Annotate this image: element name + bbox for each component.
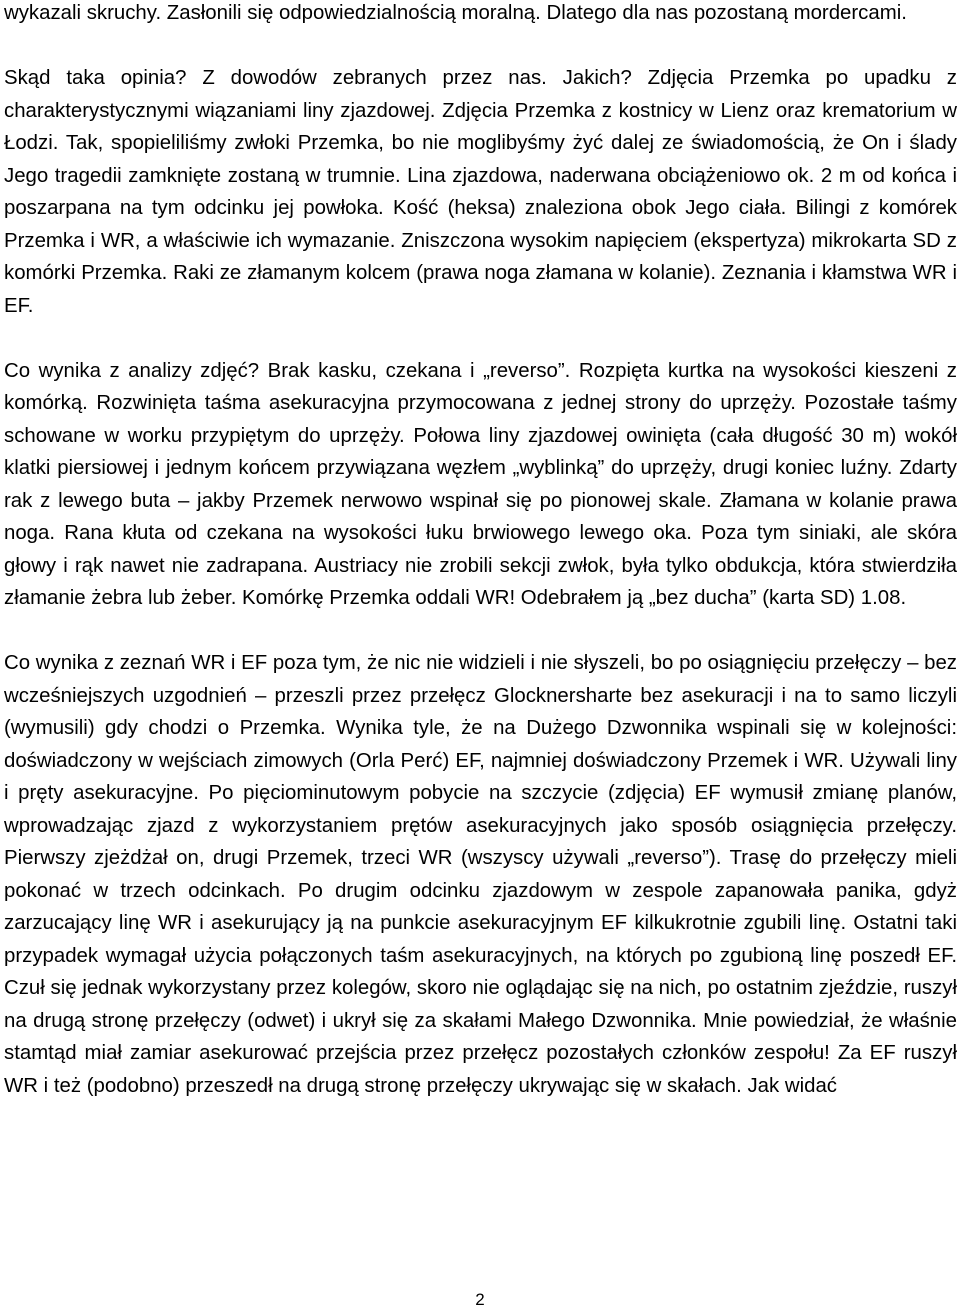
page-number: 2	[475, 1290, 485, 1309]
paragraph: Co wynika z zeznań WR i EF poza tym, że nic nie widzieli i nie słyszeli, bo po osiągnięciu przełęczy – bez wcześniejszych uzgodnień – przeszli przez przełęcz Glocknersharte bez asekuracji i na to samo liczyli (wymusili) gdy chodzi o Przemka. Wynika tyle, że na Dużego Dzwonnika wspinali się w kolejności: doświadczony w wejściach zimowych (Orla Perć) EF, najmniej doświadczony Przemek i WR. Używali liny i pręty asekuracyjne. Po pięciominutowym pobycie na szczycie (zdjęcia) EF wymusił zmianę planów, wprowadzając zjazd z wykorzystaniem prętów asekuracyjnych jako sposób osiągnięcia przełęczy. Pierwszy zjeżdżał on, drugi Przemek, trzeci WR (wszyscy używali „reverso”). Trasę do przełęczy mieli pokonać w trzech odcinkach. Po drugim odcinku zjazdowym w zespole zapanowała panika, gdyż zarzucający linę WR i asekurujący ją na punkcie asekuracyjnym EF kilkukrotnie zgubili linę. Ostatni taki przypadek wymagał użycia połączonych taśm asekuracyjnych, na których po zgubioną linę poszedł EF. Czuł się jednak wykorzystany przez kolegów, skoro nie oglądając się na nich, po ostatnim zjeździe, ruszył na drugą stronę przełęczy (odwet) i ukrył się za skałami Małego Dzwonnika. Mnie powiedział, że właśnie stamtąd miał zamiar asekurować przejścia przez przełęcz pozostałych członków zespołu! Za EF ruszył WR i też (podobno) przeszedł na drugą stronę przełęczy ukrywając się w skałach. Jak widać	[4, 652, 957, 1097]
paragraph: wykazali skruchy. Zasłonili się odpowiedzialnością moralną. Dlatego dla nas pozostaną mordercami.	[4, 2, 907, 24]
document-body	[4, 0, 957, 1102]
paragraph: Co wynika z analizy zdjęć? Brak kasku, czekana i „reverso”. Rozpięta kurtka na wysokości kieszeni z komórką. Rozwinięta taśma asekuracyjna przymocowana z jednej strony do uprzęży. Pozostałe taśmy schowane w worku przypiętym do uprzęży. Połowa liny zjazdowej owinięta (cała długość 30 m) wokół klatki piersiowej i jednym końcem przywiązana węzłem „wyblinką” do uprzęży, drugi koniec luźny. Zdarty rak z lewego buta – jakby Przemek nerwowo wspinał się po pionowej skale. Złamana w kolanie prawa noga. Rana kłuta od czekana na wysokości łuku brwiowego lewego oka. Poza tym siniaki, ale skóra głowy i rąk nawet nie zadrapana. Austriacy nie zrobili sekcji zwłok, była tylko obdukcja, która stwierdziła złamanie żebra lub żeber. Komórkę Przemka oddali WR! Odebrałem ją „bez ducha” (karta SD) 1.08.	[4, 359, 957, 609]
paragraph: Skąd taka opinia? Z dowodów zebranych przez nas. Jakich? Zdjęcia Przemka po upadku z charakterystycznymi wiązaniami liny zjazdowej. Zdjęcia Przemka z kostnicy w Lienz oraz krematorium w Łodzi. Tak, spopieliliśmy zwłoki Przemka, bo nie moglibyśmy żyć dalej ze świadomością, że On i ślady Jego tragedii zamknięte zostaną w trumnie. Lina zjazdowa, naderwana obciążeniowo ok. 2 m od końca i poszarpana na tym odcinku jej powłoka. Kość (heksa) znaleziona obok Jego ciała. Bilingi z komórek Przemka i WR, a właściwie ich wymazanie. Zniszczona wysokim napięciem (ekspertyza) mikrokarta SD z komórki Przemka. Raki ze złamanym kolcem (prawa noga złamana w kolanie). Zeznania i kłamstwa WR i EF.	[4, 67, 957, 317]
